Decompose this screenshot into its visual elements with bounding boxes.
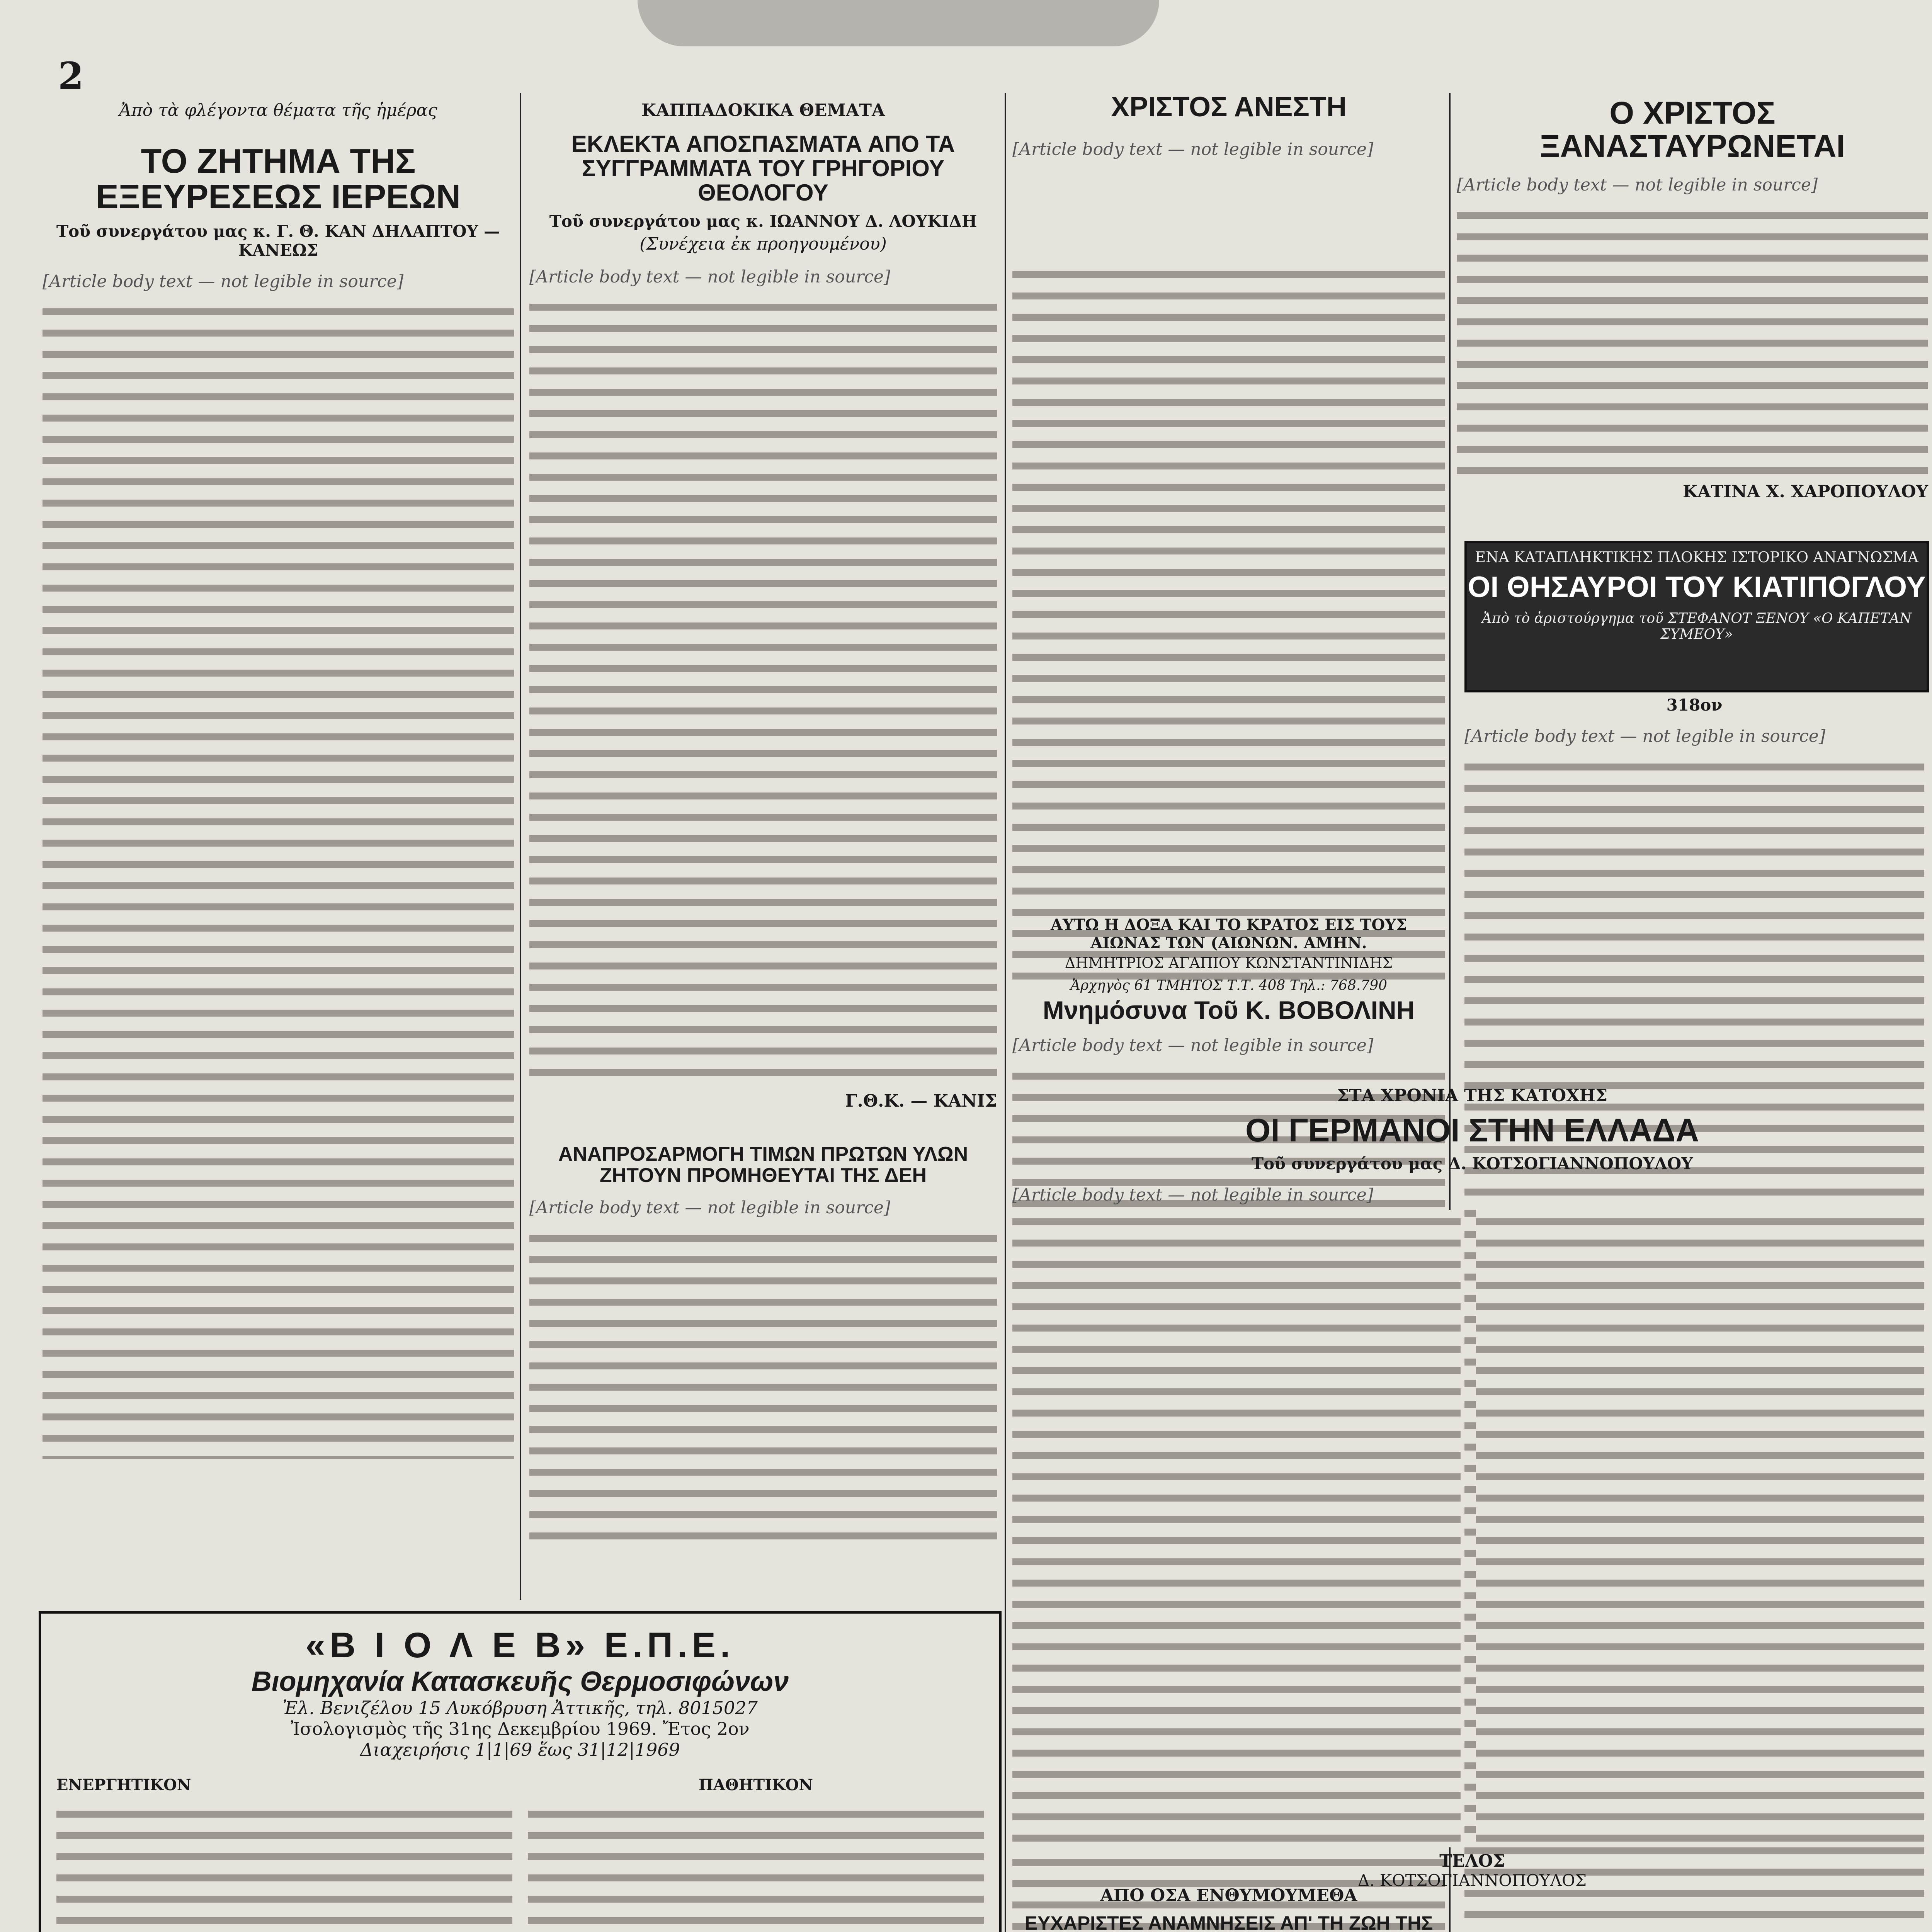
memorial-title: Μνημόσυνα Τοῦ Κ. ΒΟΒΟΛΙΝΗ [1043, 996, 1415, 1024]
article-body-text-block [43, 300, 514, 1459]
company-address: Ἐλ. Βενιζέλου 15 Λυκόβρυση Ἀττικῆς, τηλ. 8015027 [282, 1697, 758, 1718]
easter-tail: ΑΥΤΩ Η ΔΟΞΑ ΚΑΙ ΤΟ ΚΡΑΤΟΣ ΕΙΣ ΤΟΥΣ ΑΙΩΝΑΣ ΤΩΝ (ΑΙΩΝΩΝ. ΑΜΗΝ. [1050, 916, 1407, 952]
article-end: ΤΕΛΟΣ [1439, 1851, 1505, 1871]
serial-subtitle: Ἀπὸ τὸ ἀριστούργημα τοῦ ΣΤΕΦΑΝΟΤ ΞΕΝΟΥ «Ο ΚΑΠΕΤΑΝ ΣΥΜΕΟΥ» [1481, 610, 1912, 642]
torn-paper-edge [638, 0, 1159, 46]
article-body-text-block [529, 295, 997, 1087]
company-description: Βιομηχανία Κατασκευῆς Θερμοσιφώνων [251, 1666, 789, 1697]
article-byline: Τοῦ συνεργάτου μας κ. ΙΩΑΝΝΟΥ Δ. ΛΟΥΚΙΔΗ [549, 212, 977, 231]
article-title: ΕΥΧΑΡΙΣΤΕΣ ΑΝΑΜΝΗΣΕΙΣ ΑΠ' ΤΗ ΖΩΗ ΤΗΣ [1024, 1912, 1433, 1932]
liabilities-heading: ΠΑΘΗΤΙΚΟΝ [698, 1776, 813, 1794]
article-body-text-block [1476, 1210, 1924, 1847]
article-continued: (Συνέχεια ἐκ προηγουμένου) [639, 234, 887, 254]
serial-body-text: [Article body text — not legible in source] [1464, 726, 1826, 746]
article-kicker: Ἀπὸ τὰ φλέγοντα θέματα τῆς ἡμέρας [119, 100, 437, 120]
assets-heading: ΕΝΕΡΓΗΤΙΚΟΝ [56, 1776, 191, 1794]
article-byline: Τοῦ συνεργάτου μας κ. Γ. Θ. ΚΑΝ ΔΗΛΑΠΤΟΥ — ΚΑΝΕΩΣ [56, 221, 500, 260]
article-title: ΑΝΑΠΡΟΣΑΡΜΟΓΗ ΤΙΜΩΝ ΠΡΩΤΩΝ ΥΛΩΝ ΖΗΤΟΥΝ ΠΡΟΜΗΘΕΥΤΑΙ ΤΗΣ ΔΕΗ [558, 1143, 968, 1187]
viovel-balance-sheet-ad [39, 1611, 1002, 1932]
article-signature: ΚΑΤΙΝΑ Χ. ΧΑΡΟΠΟΥΛΟΥ [1682, 481, 1928, 502]
article-memories [1012, 1886, 1445, 1932]
article-gregory [529, 100, 997, 1111]
column-rule [1005, 93, 1006, 1932]
assets-table [56, 1802, 512, 1932]
article-germans [1012, 1086, 1932, 1890]
liabilities-table [528, 1802, 984, 1932]
article-kicker: ΑΠΟ ΟΣΑ ΕΝΘΥΜΟΥΜΕΘΑ [1100, 1886, 1357, 1905]
article-title: ΕΚΛΕΚΤΑ ΑΠΟΣΠΑΣΜΑΤΑ ΑΠΟ ΤΑ ΣΥΓΓΡΑΜΜΑΤΑ ΤΟΥ ΓΡΗΓΟΡΙΟΥ ΘΕΟΛΟΓΟΥ [571, 131, 955, 206]
article-deh [529, 1144, 997, 1551]
article-body: [Article body text — not legible in source] [529, 267, 891, 287]
serial-issue: 318ον [1666, 696, 1723, 714]
serial-title: ΟΙ ΘΗΣΑΥΡΟΙ ΤΟΥ ΚΙΑΤΙΠΟΓΛΟΥ [1468, 571, 1926, 604]
liabilities-section [528, 1776, 984, 1932]
article-body: [Article body text — not legible in source] [529, 1198, 891, 1218]
easter-signature: ΔΗΜΗΤΡΙΟΣ ΑΓΑΠΙΟΥ ΚΩΝΣΤΑΝΤΙΝΙΔΗΣ [1065, 954, 1393, 971]
article-body-text-block [1012, 263, 1445, 981]
article-signature: Γ.Θ.Κ. — ΚΑΝΙΣ [845, 1091, 997, 1111]
article-christ-crucified [1457, 97, 1928, 502]
serial-kicker: ΕΝΑ ΚΑΤΑΠΛΗΚΤΙΚΗΣ ΠΛΟΚΗΣ ΙΣΤΟΡΙΚΟ ΑΝΑΓΝΩΣΜΑ [1475, 549, 1918, 566]
article-body: [Article body text — not legible in source] [1012, 1185, 1374, 1205]
article-easter-body [1012, 139, 1445, 160]
article-body-text-block [1457, 204, 1928, 482]
article-title: ΤΟ ΖΗΤΗΜΑ ΤΗΣ ΕΞΕΥΡΕΣΕΩΣ ΙΕΡΕΩΝ [95, 142, 461, 216]
balance-title: Ἰσολογισμὸς τῆς 31ης Δεκεμβρίου 1969. Ἔτος 2ον [291, 1718, 750, 1739]
page-number: 2 [58, 54, 84, 98]
article-title: ΟΙ ΓΕΡΜΑΝΟΙ ΣΤΗΝ ΕΛΛΑΔΑ [1245, 1112, 1699, 1148]
article-title: Ο ΧΡΙΣΤΟΣ ΞΑΝΑΣΤΑΥΡΩΝΕΤΑΙ [1539, 95, 1845, 164]
article-body-text-block [1012, 1210, 1461, 1847]
easter-signature-2: Ἀρχηγὸς 61 ΤΜΗΤΟΣ Τ.Τ. 408 Τηλ.: 768.790 [1070, 978, 1388, 993]
company-name: «Β Ι Ο Λ Ε Β» Ε.Π.Ε. [305, 1626, 735, 1665]
column-rule [520, 93, 521, 1600]
balance-period: Διαχειρήσις 1|1|69 ἕως 31|12|1969 [360, 1739, 680, 1760]
article-body-text-block [529, 1226, 997, 1551]
article-byline: Τοῦ συνεργάτου μας Δ. ΚΟΤΣΟΓΙΑΝΝΟΠΟΥΛΟΥ [1251, 1154, 1693, 1173]
article-priests [43, 100, 514, 1459]
article-end-signature: Δ. ΚΟΤΣΟΓΙΑΝΝΟΠΟΥΛΟΣ [1357, 1871, 1587, 1890]
article-body: [Article body text — not legible in source] [1012, 139, 1374, 159]
article-body: [Article body text — not legible in source] [1457, 175, 1818, 195]
article-kicker: ΚΑΠΠΑΔΟΚΙΚΑ ΘΕΜΑΤΑ [641, 100, 885, 120]
assets-section [56, 1776, 512, 1932]
serial-banner [1464, 541, 1929, 692]
memorial-body: [Article body text — not legible in source] [1012, 1036, 1374, 1056]
article-title: ΧΡΙΣΤΟΣ ΑΝΕΣΤΗ [1111, 92, 1347, 122]
article-kicker: ΣΤΑ ΧΡΟΝΙΑ ΤΗΣ ΚΑΤΟΧΗΣ [1337, 1086, 1608, 1105]
article-christ-risen-header [1012, 93, 1445, 122]
article-body: [Article body text — not legible in source] [43, 271, 404, 291]
